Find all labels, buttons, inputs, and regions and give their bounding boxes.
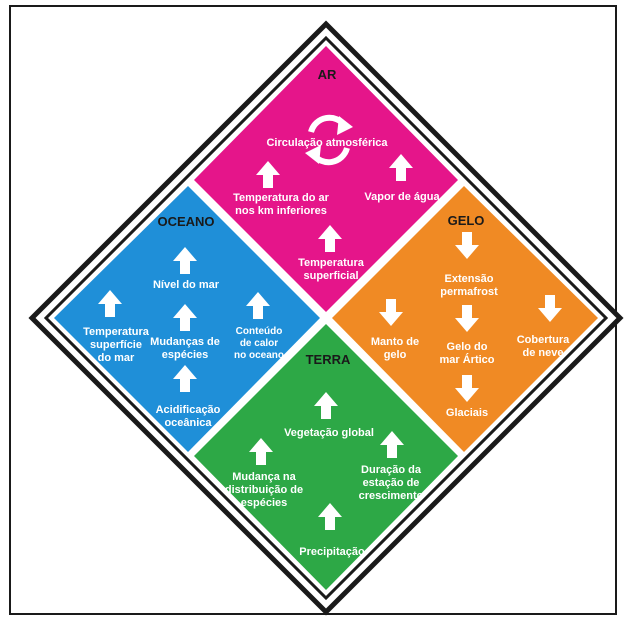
label-circulacao: Circulação atmosférica <box>266 137 388 149</box>
label-mudanca-3: espécies <box>240 497 288 509</box>
label-manto-2: gelo <box>383 349 407 361</box>
label-duracao-3: crescimento <box>358 490 424 502</box>
label-temp-ar-1: Temperatura do ar <box>233 192 329 204</box>
label-mudanca-2: distribuição de <box>224 484 304 496</box>
label-calor-1: Conteúdo <box>235 326 283 337</box>
title-ar: AR <box>317 67 337 82</box>
label-neve-1: Cobertura <box>516 334 570 346</box>
label-neve-2: de neve <box>522 347 564 359</box>
label-acid-1: Acidificação <box>155 404 221 416</box>
label-permafrost-1: Extensão <box>444 273 494 285</box>
label-gelo-mar-2: mar Ártico <box>439 354 495 366</box>
label-temp-sup-mar-3: do mar <box>97 352 135 364</box>
label-temp-sup-mar-2: superfície <box>90 339 142 351</box>
label-calor-3: no oceano <box>233 350 285 361</box>
label-nivel: Nível do mar <box>152 279 220 291</box>
label-mudanca-1: Mudança na <box>232 471 296 483</box>
label-temp-ar-2: nos km inferiores <box>235 205 327 217</box>
title-terra: TERRA <box>305 352 351 367</box>
label-duracao-1: Duração da <box>361 464 421 476</box>
label-permafrost-2: permafrost <box>440 286 498 298</box>
label-vapor: Vapor de água <box>364 191 440 203</box>
label-mudancas-2: espécies <box>161 349 209 361</box>
label-manto-1: Manto de <box>370 336 420 348</box>
label-temp-sup-1: Temperatura <box>298 257 364 269</box>
label-acid-2: oceânica <box>164 417 212 429</box>
label-temp-sup-2: superficial <box>303 270 359 282</box>
label-temp-sup-mar-1: Temperatura <box>83 326 149 338</box>
label-mudancas-1: Mudanças de <box>150 336 220 348</box>
label-precipitacao: Precipitação <box>299 546 365 558</box>
label-vegetacao: Vegetação global <box>284 427 374 439</box>
label-duracao-2: estação de <box>362 477 420 489</box>
title-oceano: OCEANO <box>157 214 215 229</box>
label-calor-2: de calor <box>239 338 279 349</box>
title-gelo: GELO <box>447 213 485 228</box>
label-gelo-mar-1: Gelo do <box>446 341 488 353</box>
label-glaciais: Glaciais <box>445 407 489 419</box>
